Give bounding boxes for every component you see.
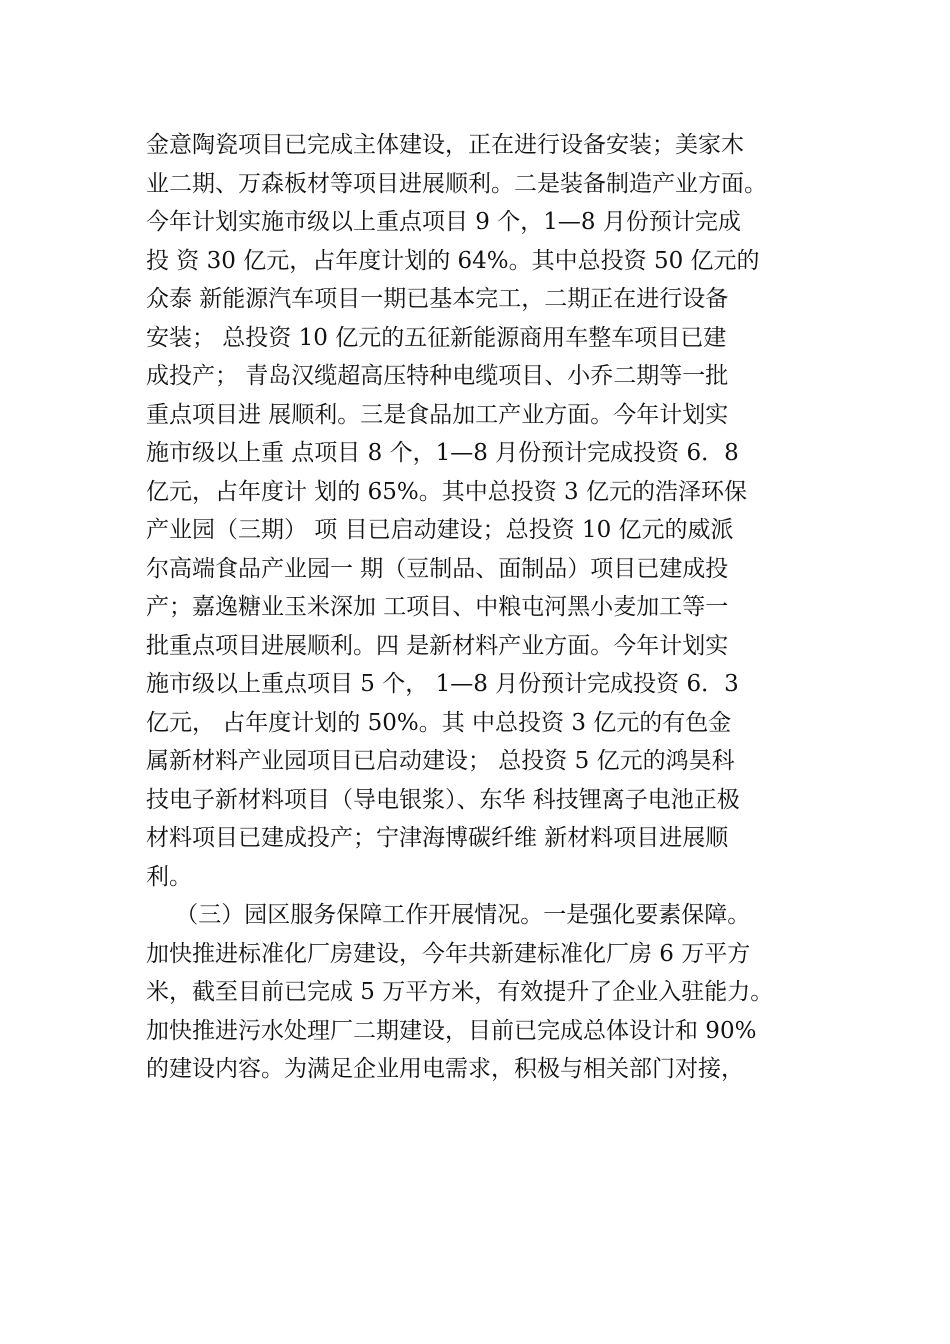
text-line-15: 施市级以上重点项目 5 个， 1—8 月份预计完成投资 6．3: [146, 671, 739, 697]
text-line-9: 施市级以上重 点项目 8 个，1—8 月份预计完成投资 6．8: [146, 440, 739, 466]
text-line-1: 金意陶瓷项目已完成主体建设，正在进行设备安装；美家木: [146, 132, 744, 158]
text-line-21: （三）园区服务保障工作开展情况。一是强化要素保障。: [146, 902, 751, 928]
text-line-4: 投 资 30 亿元，占年度计划的 64%。其中总投资 50 亿元的: [146, 247, 760, 274]
text-line-12: 尔高端食品产业园一 期（豆制品、面制品）项目已建成投: [146, 555, 729, 582]
text-line-10: 亿元，占年度计 划的 65%。其中总投资 3 亿元的浩泽环保: [146, 478, 747, 505]
text-line-17: 属新材料产业园项目已启动建设； 总投资 5 亿元的鸿昊科: [146, 748, 735, 774]
body-text: [146, 126, 826, 1089]
text-line-16: 亿元， 占年度计划的 50%。其 中总投资 3 亿元的有色金: [146, 709, 732, 736]
text-line-11: 产业园（三期） 项 目已启动建设；总投资 10 亿元的威派: [146, 517, 734, 543]
text-line-6: 安装； 总投资 10 亿元的五征新能源商用车整车项目已建: [146, 324, 727, 351]
text-line-23: 米，截至目前已完成 5 万平方米，有效提升了企业入驻能力。: [146, 979, 774, 1005]
text-line-24: 加快推进污水处理厂二期建设，目前已完成总体设计和 90%: [146, 1017, 757, 1044]
text-line-19: 材料项目已建成投产；宁津海博碳纤维 新材料项目进展顺: [146, 825, 729, 851]
text-line-13: 产；嘉逸糖业玉米深加 工项目、中粮屯河黑小麦加工等一: [146, 594, 729, 620]
text-line-25: 的建设内容。为满足企业用电需求，积极与相关部门对接，: [146, 1056, 744, 1082]
text-line-8: 重点项目进 展顺利。三是食品加工产业方面。今年计划实: [146, 401, 729, 428]
text-line-20: 利。: [146, 863, 192, 890]
text-line-14: 批重点项目进展顺利。四 是新材料产业方面。今年计划实: [146, 632, 729, 659]
text-line-5: 众泰 新能源汽车项目一期已基本完工，二期正在进行设备: [146, 286, 729, 312]
text-line-7: 成投产； 青岛汉缆超高压特种电缆项目、小乔二期等一批: [146, 363, 729, 389]
text-line-2: 业二期、万森板材等项目进展顺利。二是装备制造产业方面。: [146, 170, 767, 197]
text-line-3: 今年计划实施市级以上重点项目 9 个，1—8 月份预计完成: [146, 209, 741, 235]
text-line-18: 技电子新材料项目（导电银浆）、东华 科技锂离子电池正极: [146, 786, 740, 813]
text-line-22: 加快推进标准化厂房建设，今年共新建标准化厂房 6 万平方: [146, 940, 751, 967]
